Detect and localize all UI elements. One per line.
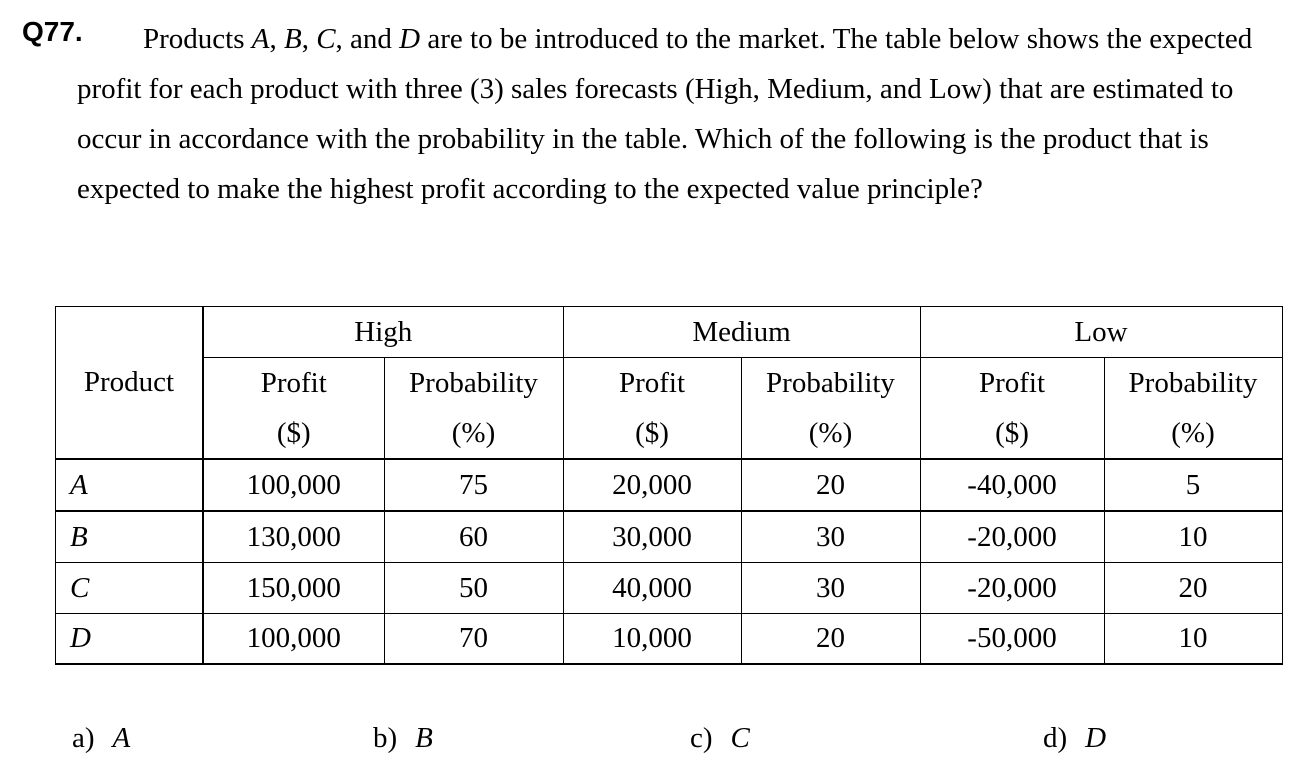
question-text-part: are to be introduced to the market. The table below shows the expected profit for each product with three (3) sales forecasts (High, Medium, and Low) that are estimated to occur in accordance with the probability in the table. Which of the following is the product that is expected to make the highest profit according to the expected value principle? <box>77 23 1253 205</box>
question-product-name: A <box>251 23 270 55</box>
option-label: d) <box>1043 722 1068 754</box>
table-cell: 60 <box>384 511 563 563</box>
row-product-name: C <box>56 563 204 614</box>
profit-unit: ($) <box>203 408 384 459</box>
probability-unit: (%) <box>384 408 563 459</box>
product-column-header: Product <box>56 307 204 460</box>
row-product-name: A <box>56 459 204 511</box>
table-cell: 40,000 <box>563 563 741 614</box>
table-cell: 75 <box>384 459 563 511</box>
table-cell: 100,000 <box>203 459 384 511</box>
question-product-name: C <box>316 23 336 55</box>
table-cell: -20,000 <box>920 563 1104 614</box>
profit-header: Profit <box>203 358 384 409</box>
answer-option-c[interactable] <box>690 722 750 755</box>
question-text <box>77 14 1303 214</box>
table-cell: 130,000 <box>203 511 384 563</box>
question-text-part: Products <box>143 23 252 55</box>
table-cell: -50,000 <box>920 614 1104 665</box>
option-value: C <box>730 722 750 754</box>
table-cell: 150,000 <box>203 563 384 614</box>
table-row <box>56 563 1283 614</box>
table-cell: 10 <box>1104 511 1282 563</box>
table-cell: 10 <box>1104 614 1282 665</box>
table-cell: 10,000 <box>563 614 741 665</box>
answer-option-d[interactable] <box>1043 722 1106 755</box>
table-cell: 50 <box>384 563 563 614</box>
option-label: b) <box>373 722 398 754</box>
profit-header: Profit <box>920 358 1104 409</box>
row-product-name: B <box>56 511 204 563</box>
profit-unit: ($) <box>920 408 1104 459</box>
question-text-part: , <box>301 23 317 55</box>
question-text-part: , <box>269 23 284 55</box>
table-cell: 20 <box>741 459 920 511</box>
table-cell: 20 <box>1104 563 1282 614</box>
question-product-name: B <box>283 23 302 55</box>
probability-header: Probability <box>741 358 920 409</box>
table-row <box>56 511 1283 563</box>
question-number: Q77. <box>22 16 83 47</box>
profit-unit: ($) <box>563 408 741 459</box>
probability-header: Probability <box>1104 358 1282 409</box>
row-product-name: D <box>56 614 204 665</box>
profit-probability-table <box>55 306 1283 665</box>
answer-option-a[interactable] <box>72 722 130 755</box>
probability-unit: (%) <box>741 408 920 459</box>
table-cell: -20,000 <box>920 511 1104 563</box>
option-value: B <box>415 722 433 754</box>
option-value: D <box>1085 722 1107 754</box>
answer-option-b[interactable] <box>373 722 433 755</box>
table-cell: -40,000 <box>920 459 1104 511</box>
option-label: a) <box>72 722 95 754</box>
table-cell: 20 <box>741 614 920 665</box>
table-cell: 30 <box>741 511 920 563</box>
option-label: c) <box>690 722 713 754</box>
question-text-part: , and <box>335 23 400 55</box>
table-cell: 70 <box>384 614 563 665</box>
group-header-low: Low <box>920 307 1282 358</box>
probability-unit: (%) <box>1104 408 1282 459</box>
table-cell: 100,000 <box>203 614 384 665</box>
option-value: A <box>112 722 131 754</box>
table-cell: 30 <box>741 563 920 614</box>
profit-header: Profit <box>563 358 741 409</box>
group-header-high: High <box>203 307 563 358</box>
group-header-medium: Medium <box>563 307 920 358</box>
table-cell: 5 <box>1104 459 1282 511</box>
table-cell: 30,000 <box>563 511 741 563</box>
table-row <box>56 459 1283 511</box>
probability-header: Probability <box>384 358 563 409</box>
question-product-name: D <box>399 23 421 55</box>
table-cell: 20,000 <box>563 459 741 511</box>
table-row <box>56 614 1283 665</box>
